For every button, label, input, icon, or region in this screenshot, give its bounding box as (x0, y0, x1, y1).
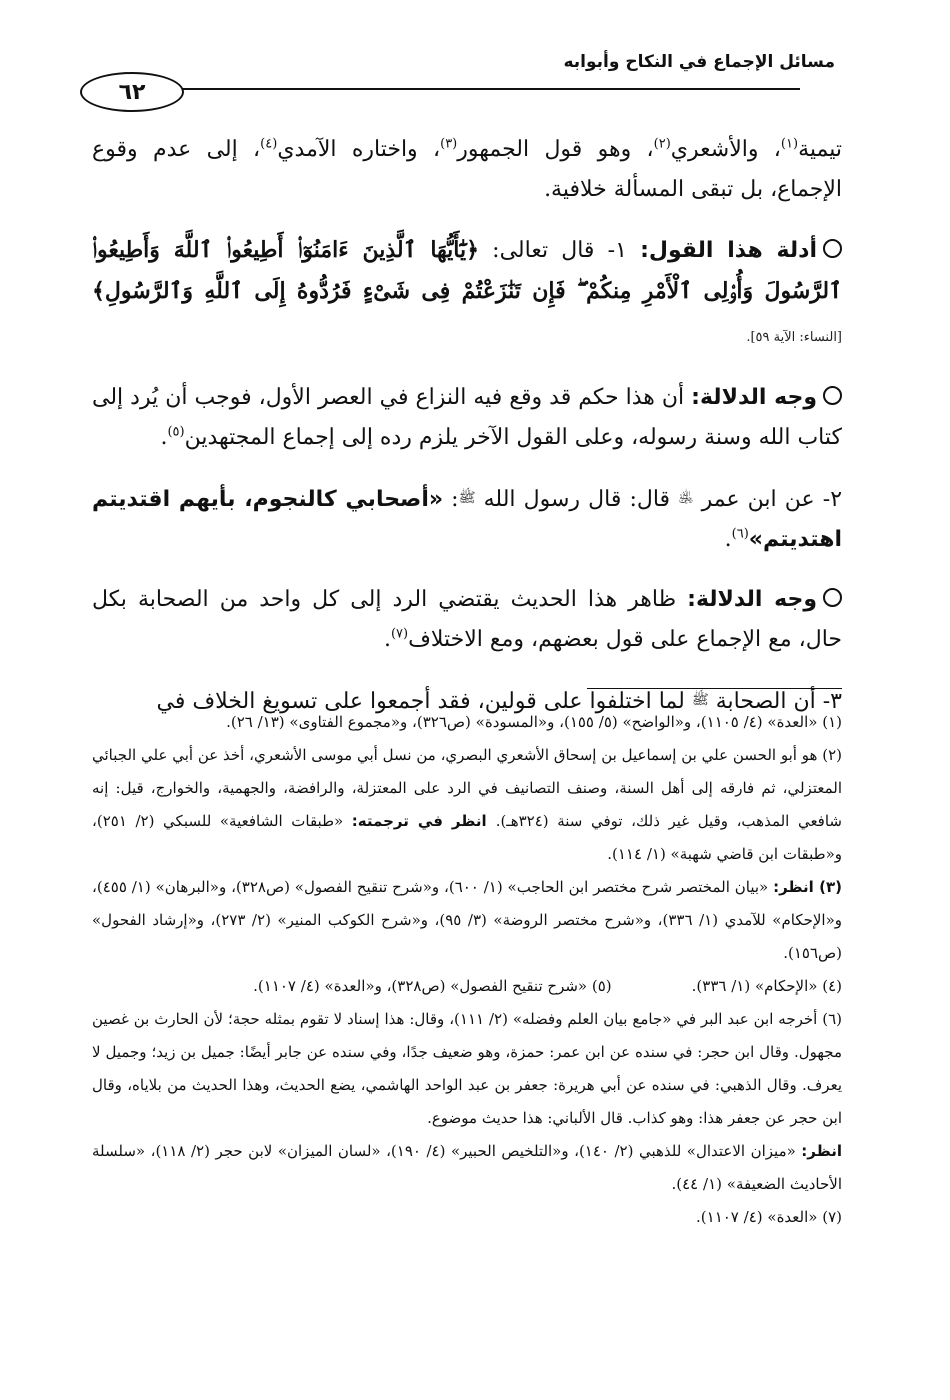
salla-allahu-alayhi-icon: ﷺ (458, 490, 476, 506)
hadith-paragraph: ٢- عن ابن عمر ﵁ قال: قال رسول الله ﷺ: «أصحابي كالنجوم، بأيهم اقتديتم اهتديتم»$^{(٦)}$. (92, 487, 843, 552)
footnote-2: (٢) هو أبو الحسن علي بن إسماعيل بن إسحاق الأشعري البصري، من نسل أبي موسى الأشعري، أخذ عن أبي علي الجبائي المعتزلي، ثم فارقه إلى أهل السنة، وصنف التصانيف في الرد على المعتزلة، والرافضة، والجهمية، والخوارج، قيل: إنه شافعي المذهب، وقيل غير ذلك، توفي سنة (٣٢٤هـ). انظر في ترجمته: «طبقات الشافعية» للسبكي (٢/ ٢٥١)، و«طبقات ابن قاضي شهبة» (١/ ١١٤). (92, 746, 842, 863)
hadith-text: «أصحابي كالنجوم، بأيهم اقتديتم اهتديتم» (92, 487, 842, 552)
footnotes-4-5 (92, 970, 842, 1003)
section-label: أدلة هذا القول: (640, 238, 817, 263)
section-label: وجه الدلالة: (691, 385, 818, 410)
verse-reference: [النساء: الآية ٥٩]. (746, 330, 842, 345)
paragraph-1: تيمية$^{(١)}$، والأشعري$^{(٢)}$، وهو قول الجمهور$^{(٣)}$، واختاره الآمدي$^{(٤)}$، إلى عدم وقوع الإجماع، بل تبقى المسألة خلافية. (92, 136, 842, 202)
header-rule (88, 88, 800, 90)
radiya-allahu-anhum-icon: ﷺ (691, 692, 709, 708)
footnote-ref-7: (٧) (390, 626, 409, 642)
footnote-3: (٣) انظر: «بيان المختصر شرح مختصر ابن الحاجب» (١/ ٦٠٠)، و«شرح تنقيح الفصول» (ص٣٢٨)، و«البرهان» (١/ ٤٥٥)، و«الإحكام» للآمدي (١/ ٣٣٦)، و«شرح مختصر الروضة» (٣/ ٩٥)، و«شرح الكوكب المنير» (٢/ ٢٧٣)، و«إرشاد الفحول» (ص١٥٦). (92, 878, 843, 962)
inference-section-2: وجه الدلالة: ظاهر هذا الحديث يقتضي الرد إلى كل واحد من الصحابة بكل حال، مع الإجماع على قول بعضهم، ومع الاختلاف$^{(٧)}$. (92, 587, 842, 652)
footnote-ref-6: (٦) (731, 526, 749, 542)
footnote-ref-5: (٥) (167, 424, 185, 440)
footnote-ref-1: (١) (780, 136, 799, 152)
circle-bullet-icon (823, 386, 842, 405)
footnote-6: (٦) أخرجه ابن عبد البر في «جامع بيان العلم وفضله» (٢/ ١١١)، وقال: هذا إسناد لا تقوم بمثله حجة؛ لأن الحارث بن غصين مجهول. وقال ابن حجر: في سنده عن ابن عمر: حمزة، وهو ضعيف جدًا، وفي سنده عن جابر أيضًا: جميل بن زيد؛ وجميل لا يعرف. وقال الذهبي: في سنده عن أبي هريرة: جعفر بن عبد الواحد الهاشمي، يضع الحديث، وهذا الحديث من بلاياه، وقال ابن حجر عن جعفر هذا: وهو كذاب. قال الألباني: هذا حديث موضوع. (92, 1010, 842, 1127)
running-header-title: مسائل الإجماع في النكاح وأبوابه (563, 52, 835, 72)
inference-section-1: وجه الدلالة: أن هذا حكم قد وقع فيه النزاع في العصر الأول، فوجب أن يُرد إلى كتاب الله وسنة رسوله، وعلى القول الآخر يلزم رده إلى إجماع المجتهدين$^{(٥)}$. (92, 385, 842, 450)
footnote-ref-3: (٣) (440, 136, 458, 152)
footnote-6-sources: انظر: «ميزان الاعتدال» للذهبي (٢/ ١٤٠)، و«التلخيص الحبير» (٤/ ١٩٠)، «لسان الميزان» لابن حجر (٢/ ١١٨)، «سلسلة الأحاديث الضعيفة» (١/ ٤٤). (92, 1142, 843, 1193)
footnotes (92, 706, 842, 1234)
page-number: ٦٢ (118, 79, 146, 105)
footnote-separator (587, 688, 842, 689)
footnote-5: (٥) «شرح تنقيح الفصول» (ص٣٢٨)، و«العدة» (٤/ ١١٠٧). (253, 977, 612, 995)
third-evidence: ٣- أن الصحابة ﷺ لما اختلفوا على قولين، فقد أجمعوا على تسويغ الخلاف في (156, 689, 842, 714)
footnote-4: (٤) «الإحكام» (١/ ٣٣٦). (691, 977, 842, 995)
circle-bullet-icon (823, 588, 842, 607)
footnote-ref-4: (٤) (260, 136, 278, 152)
page-number-badge (80, 72, 184, 112)
evidence-section: أدلة هذا القول: ١- قال تعالى: ﴿يَٰٓأَيُّهَا ٱلَّذِينَ ءَامَنُوٓا۟ أَطِيعُوا۟ ٱللَّهَ وَأَطِيعُوا۟ ٱلرَّسُولَ وَأُو۟لِى ٱلْأَمْرِ مِنكُمْ ۖ فَإِن تَنَٰزَعْتُمْ فِى شَىْءٍ فَرُدُّوهُ إِلَى ٱللَّهِ وَٱلرَّسُولِ﴾ [النساء: الآية ٥٩]. (92, 237, 842, 345)
main-text (92, 130, 842, 722)
footnote-ref-2: (٢) (653, 136, 671, 152)
circle-bullet-icon (823, 239, 842, 258)
quran-verse: ﴿يَٰٓأَيُّهَا ٱلَّذِينَ ءَامَنُوٓا۟ أَطِيعُوا۟ ٱللَّهَ وَأَطِيعُوا۟ ٱلرَّسُولَ وَأُو۟لِى ٱلْأَمْرِ مِنكُمْ ۖ فَإِن تَنَٰزَعْتُمْ فِى شَىْءٍ فَرُدُّوهُ إِلَى ٱللَّهِ وَٱلرَّسُولِ﴾ (92, 237, 842, 304)
footnote-7: (٧) «العدة» (٤/ ١١٠٧). (696, 1208, 842, 1226)
section-label: وجه الدلالة: (687, 587, 817, 612)
footnote-1: (١) «العدة» (٤/ ١١٠٥)، و«الواضح» (٥/ ١٥٥)، و«المسودة» (ص٣٢٦)، و«مجموع الفتاوى» (١٣/ ٢٦). (226, 713, 842, 731)
radiya-allahu-anhu-icon: ﵁ (678, 490, 694, 506)
